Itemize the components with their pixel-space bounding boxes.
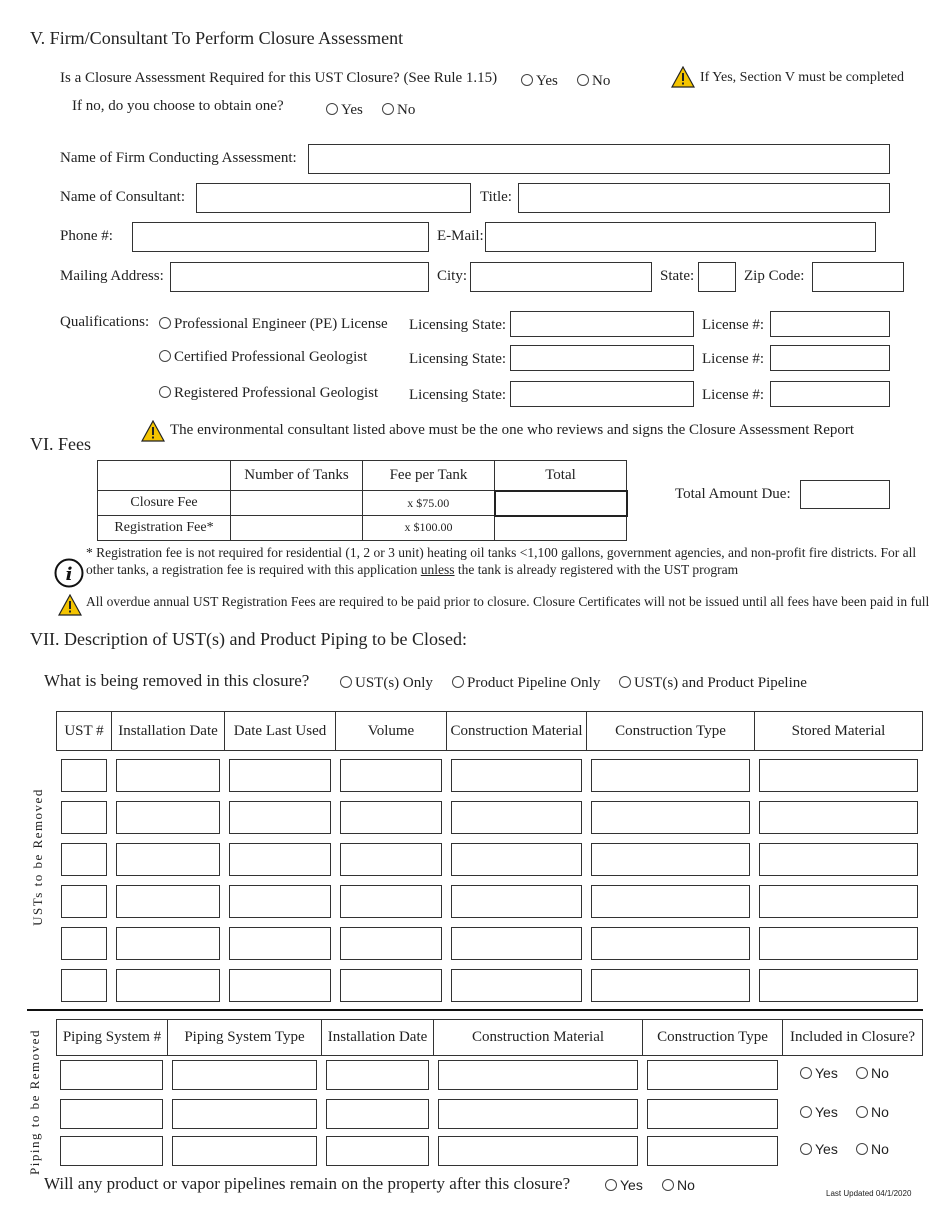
ust-cell-input[interactable] xyxy=(61,759,107,792)
warning-icon xyxy=(141,420,165,442)
pipelines-remain-no[interactable]: No xyxy=(662,1177,695,1193)
zip-input[interactable] xyxy=(812,262,904,292)
ust-cell-input[interactable] xyxy=(340,759,442,792)
closure-tanks-input[interactable] xyxy=(231,491,363,516)
email-input[interactable] xyxy=(485,222,876,252)
qualification-pe-option[interactable]: Professional Engineer (PE) License xyxy=(159,316,388,333)
section-v-heading: V. Firm/Consultant To Perform Closure Assessment xyxy=(30,28,404,48)
closure-total-input[interactable] xyxy=(495,491,627,516)
ust-column-header: UST # xyxy=(56,711,112,751)
radio-icon xyxy=(800,1143,812,1155)
consultant-name-input[interactable] xyxy=(196,183,471,213)
ust-column-header: Construction Material xyxy=(446,711,587,751)
ust-cell-input[interactable] xyxy=(451,885,582,918)
fees-header-total: Total xyxy=(495,461,627,491)
consultant-name-label: Name of Consultant: xyxy=(60,189,185,205)
registration-total-input[interactable] xyxy=(495,516,627,541)
ust-cell-input[interactable] xyxy=(61,843,107,876)
section-vi-heading: VI. Fees xyxy=(30,434,91,454)
warning-icon xyxy=(58,594,82,616)
included-in-closure-no[interactable]: No xyxy=(856,1065,889,1081)
option-ust-only[interactable]: UST(s) Only xyxy=(340,675,433,692)
city-input[interactable] xyxy=(470,262,652,292)
ust-cell-input[interactable] xyxy=(759,885,918,918)
license-number-label: License #: xyxy=(702,351,765,367)
piping-cell-input[interactable] xyxy=(326,1136,429,1166)
fees-header-tanks: Number of Tanks xyxy=(231,461,363,491)
obtain-question: If no, do you choose to obtain one? xyxy=(72,98,284,114)
piping-cell-input[interactable] xyxy=(438,1099,638,1129)
obtain-no[interactable]: No xyxy=(382,102,415,119)
radio-icon xyxy=(856,1106,868,1118)
consultant-warning: The environmental consultant listed above must be the one who reviews and signs the Closure Assessment Report xyxy=(170,422,855,438)
ust-column-header: Volume xyxy=(335,711,447,751)
title-input[interactable] xyxy=(518,183,890,213)
radio-icon xyxy=(159,350,171,362)
zip-label: Zip Code: xyxy=(744,268,805,284)
included-in-closure-no[interactable]: No xyxy=(856,1141,889,1157)
licensing-state-label: Licensing State: xyxy=(409,387,507,403)
usts-side-label: USTs to be Removed xyxy=(30,788,45,926)
registration-fee-amount: x $100.00 xyxy=(363,516,495,541)
radio-icon xyxy=(605,1179,617,1191)
licensing-state-input[interactable] xyxy=(510,345,694,371)
radio-icon xyxy=(521,74,533,86)
included-in-closure-yes[interactable]: Yes xyxy=(800,1141,838,1157)
ust-cell-input[interactable] xyxy=(229,801,331,834)
radio-icon xyxy=(159,317,171,329)
closure-required-question: Is a Closure Assessment Required for this UST Closure? (See Rule 1.15) xyxy=(60,70,498,86)
license-number-input[interactable] xyxy=(770,345,890,371)
qualification-cpg-option[interactable]: Certified Professional Geologist xyxy=(159,349,367,366)
ust-cell-input[interactable] xyxy=(451,927,582,960)
licensing-state-input[interactable] xyxy=(510,311,694,337)
ust-cell-input[interactable] xyxy=(116,801,220,834)
phone-input[interactable] xyxy=(132,222,429,252)
included-in-closure-no[interactable]: No xyxy=(856,1104,889,1120)
warning-icon xyxy=(671,66,695,88)
radio-icon xyxy=(662,1179,674,1191)
ust-cell-input[interactable] xyxy=(591,759,750,792)
section-vii-heading: VII. Description of UST(s) and Product Piping to be Closed: xyxy=(30,629,467,649)
qualifications-label: Qualifications: xyxy=(60,314,150,330)
piping-column-header: Construction Material xyxy=(433,1019,643,1056)
license-number-label: License #: xyxy=(702,317,765,333)
ust-cell-input[interactable] xyxy=(116,885,220,918)
included-in-closure-yes[interactable]: Yes xyxy=(800,1065,838,1081)
fees-header-fee: Fee per Tank xyxy=(363,461,495,491)
ust-cell-input[interactable] xyxy=(451,969,582,1002)
piping-cell-input[interactable] xyxy=(60,1060,163,1090)
ust-cell-input[interactable] xyxy=(451,843,582,876)
registration-fee-row xyxy=(98,516,627,541)
ust-cell-input[interactable] xyxy=(340,843,442,876)
firm-name-input[interactable] xyxy=(308,144,890,174)
licensing-state-label: Licensing State: xyxy=(409,351,507,367)
total-amount-due-label: Total Amount Due: xyxy=(675,486,791,502)
piping-cell-input[interactable] xyxy=(647,1136,778,1166)
option-ust-and-pipeline[interactable]: UST(s) and Product Pipeline xyxy=(619,675,807,692)
obtain-yes[interactable]: Yes xyxy=(326,102,363,119)
qualification-rpg-option[interactable]: Registered Professional Geologist xyxy=(159,385,378,402)
ust-cell-input[interactable] xyxy=(759,927,918,960)
overdue-fees-warning: All overdue annual UST Registration Fees are required to be paid prior to closure. Closure Certificates will not be issued until all fees have been paid in full xyxy=(86,594,930,609)
registration-tanks-input[interactable] xyxy=(231,516,363,541)
closure-fee-row xyxy=(98,491,627,516)
state-label: State: xyxy=(660,268,695,284)
piping-column-header: Installation Date xyxy=(321,1019,434,1056)
ust-cell-input[interactable] xyxy=(229,759,331,792)
registration-fee-label: Registration Fee* xyxy=(98,516,231,541)
section-divider xyxy=(27,1009,923,1011)
piping-column-header: Included in Closure? xyxy=(782,1019,923,1056)
piping-cell-input[interactable] xyxy=(172,1099,317,1129)
included-in-closure-yes[interactable]: Yes xyxy=(800,1104,838,1120)
ust-cell-input[interactable] xyxy=(451,759,582,792)
closure-fee-amount: x $75.00 xyxy=(363,491,495,516)
ust-cell-input[interactable] xyxy=(591,969,750,1002)
ust-cell-input[interactable] xyxy=(116,927,220,960)
ust-cell-input[interactable] xyxy=(591,801,750,834)
ust-column-header: Date Last Used xyxy=(224,711,336,751)
option-pipeline-only[interactable]: Product Pipeline Only xyxy=(452,675,600,692)
fees-header-row xyxy=(98,461,627,491)
ust-cell-input[interactable] xyxy=(340,885,442,918)
radio-icon xyxy=(340,676,352,688)
total-amount-due-input[interactable] xyxy=(800,480,890,509)
ust-cell-input[interactable] xyxy=(759,759,918,792)
pipelines-remain-yes[interactable]: Yes xyxy=(605,1177,643,1193)
licensing-state-input[interactable] xyxy=(510,381,694,407)
radio-icon xyxy=(856,1067,868,1079)
ust-cell-input[interactable] xyxy=(759,843,918,876)
ust-cell-input[interactable] xyxy=(229,969,331,1002)
ust-column-header: Installation Date xyxy=(111,711,225,751)
ust-cell-input[interactable] xyxy=(340,927,442,960)
piping-column-header: Piping System # xyxy=(56,1019,168,1056)
registration-footnote-line1: * Registration fee is not required for residential (1, 2 or 3 unit) heating oil tanks <1,100 gallons, government agencies, and non-profit fire districts. For all xyxy=(86,545,917,560)
info-icon xyxy=(54,558,84,588)
pipelines-remain-question: Will any product or vapor pipelines remain on the property after this closure? xyxy=(44,1174,571,1193)
piping-cell-input[interactable] xyxy=(172,1136,317,1166)
ust-cell-input[interactable] xyxy=(116,843,220,876)
svg-text:i: i xyxy=(65,564,73,585)
fees-table xyxy=(97,460,628,541)
radio-icon xyxy=(619,676,631,688)
radio-icon xyxy=(856,1143,868,1155)
removed-question: What is being removed in this closure? xyxy=(44,671,310,690)
mailing-address-input[interactable] xyxy=(170,262,429,292)
ust-cell-input[interactable] xyxy=(116,759,220,792)
ust-cell-input[interactable] xyxy=(61,969,107,1002)
piping-cell-input[interactable] xyxy=(60,1099,163,1129)
phone-label: Phone #: xyxy=(60,228,113,244)
ust-cell-input[interactable] xyxy=(340,801,442,834)
piping-cell-input[interactable] xyxy=(172,1060,317,1090)
ust-cell-input[interactable] xyxy=(591,927,750,960)
piping-column-header: Construction Type xyxy=(642,1019,783,1056)
closure-fee-label: Closure Fee xyxy=(98,491,231,516)
ust-cell-input[interactable] xyxy=(759,801,918,834)
fees-header-blank xyxy=(98,461,231,491)
piping-column-header: Piping System Type xyxy=(167,1019,322,1056)
state-input[interactable] xyxy=(698,262,736,292)
piping-cell-input[interactable] xyxy=(647,1060,778,1090)
radio-icon xyxy=(800,1067,812,1079)
closure-required-yes[interactable]: Yes xyxy=(521,73,558,90)
license-number-label: License #: xyxy=(702,387,765,403)
piping-cell-input[interactable] xyxy=(438,1060,638,1090)
radio-icon xyxy=(382,103,394,115)
piping-cell-input[interactable] xyxy=(326,1099,429,1129)
ust-cell-input[interactable] xyxy=(61,885,107,918)
license-number-input[interactable] xyxy=(770,381,890,407)
email-label: E-Mail: xyxy=(437,228,484,244)
ust-cell-input[interactable] xyxy=(451,801,582,834)
mailing-address-label: Mailing Address: xyxy=(60,268,164,284)
ust-cell-input[interactable] xyxy=(61,927,107,960)
registration-footnote-line2: other tanks, a registration fee is required with this application unless the tank is already registered with the UST program xyxy=(86,562,739,577)
ust-cell-input[interactable] xyxy=(759,969,918,1002)
radio-icon xyxy=(159,386,171,398)
ust-cell-input[interactable] xyxy=(229,927,331,960)
ust-cell-input[interactable] xyxy=(591,843,750,876)
title-label: Title: xyxy=(480,189,512,205)
piping-side-label: Piping to be Removed xyxy=(27,1029,42,1175)
radio-icon xyxy=(800,1106,812,1118)
ust-cell-input[interactable] xyxy=(340,969,442,1002)
ust-cell-input[interactable] xyxy=(116,969,220,1002)
ust-column-header: Construction Type xyxy=(586,711,755,751)
ust-cell-input[interactable] xyxy=(229,885,331,918)
city-label: City: xyxy=(437,268,468,284)
licensing-state-label: Licensing State: xyxy=(409,317,507,333)
piping-cell-input[interactable] xyxy=(60,1136,163,1166)
radio-icon xyxy=(326,103,338,115)
ust-column-header: Stored Material xyxy=(754,711,923,751)
piping-cell-input[interactable] xyxy=(647,1099,778,1129)
closure-required-no[interactable]: No xyxy=(577,73,610,90)
license-number-input[interactable] xyxy=(770,311,890,337)
piping-cell-input[interactable] xyxy=(438,1136,638,1166)
radio-icon xyxy=(577,74,589,86)
ust-cell-input[interactable] xyxy=(61,801,107,834)
last-updated: Last Updated 04/1/2020 xyxy=(826,1189,912,1198)
radio-icon xyxy=(452,676,464,688)
piping-cell-input[interactable] xyxy=(326,1060,429,1090)
section-v-warning-note: If Yes, Section V must be completed xyxy=(700,70,905,85)
firm-name-label: Name of Firm Conducting Assessment: xyxy=(60,150,297,166)
ust-cell-input[interactable] xyxy=(591,885,750,918)
ust-cell-input[interactable] xyxy=(229,843,331,876)
